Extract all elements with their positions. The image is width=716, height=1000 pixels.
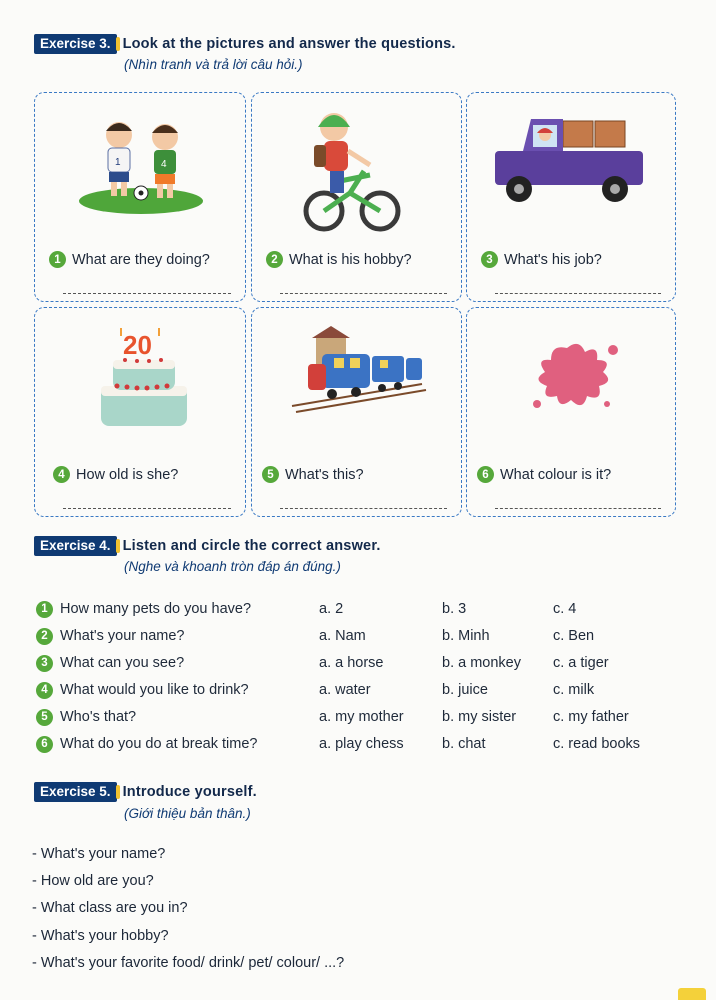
answer-line-1[interactable] [63,293,231,294]
row-number-2: 2 [36,628,53,645]
question-text-1: What are they doing? [72,251,210,268]
row-question-2: What's your name? [60,628,185,644]
exercise5-header [34,782,257,802]
option-c-3[interactable]: c. a tiger [553,655,609,671]
number-circle-2: 2 [266,251,283,268]
option-a-1[interactable]: a. 2 [319,601,344,617]
question-1 [49,251,210,268]
intro-prompt-4: - What's your hobby? [32,928,169,944]
exercise3-badge: Exercise 3. [34,34,117,54]
intro-prompt-3: - What class are you in? [32,900,188,916]
option-a-2[interactable]: a. Nam [319,628,366,644]
svg-text:1: 1 [115,157,121,168]
picture-card-5 [251,307,462,517]
row-number-1: 1 [36,601,53,618]
row-number-4: 4 [36,682,53,699]
number-circle-6: 6 [477,466,494,483]
exercise5-badge: Exercise 5. [34,782,117,802]
option-a-3[interactable]: a. a horse [319,655,384,671]
option-b-5[interactable]: b. my sister [442,709,517,725]
answer-line-2[interactable] [280,293,447,294]
question-text-3: What's his job? [504,251,602,268]
option-c-4[interactable]: c. milk [553,682,595,698]
exercise4-title: Listen and circle the correct answer. [122,538,381,554]
picture-card-2 [251,92,462,302]
boys-playing-football-picture [35,93,247,243]
row-question-3: What can you see? [60,655,185,671]
picture-card-4 [34,307,246,517]
question-4 [53,466,178,483]
pink-splash-picture [467,308,677,458]
option-b-2[interactable]: b. Minh [442,628,490,644]
picture-card-6 [466,307,676,517]
question-text-2: What is his hobby? [289,251,412,268]
option-b-1[interactable]: b. 3 [442,601,467,617]
exercise4-badge: Exercise 4. [34,536,117,556]
exercise4-subtitle: (Nghe và khoanh tròn đáp án đúng.) [124,559,341,574]
svg-text:4: 4 [161,159,167,170]
question-text-5: What's this? [285,466,364,483]
row-number-5: 5 [36,709,53,726]
row-question-1: How many pets do you have? [60,601,252,617]
page-corner-decoration [678,988,706,1000]
option-b-4[interactable]: b. juice [442,682,488,698]
row-question-6: What do you do at break time? [60,736,258,752]
question-5 [262,466,364,483]
option-a-5[interactable]: a. my mother [319,709,404,725]
answer-line-5[interactable] [280,508,447,509]
number-circle-3: 3 [481,251,498,268]
answer-line-4[interactable] [63,508,231,509]
option-c-1[interactable]: c. 4 [553,601,577,617]
row-question-4: What would you like to drink? [60,682,249,698]
question-text-4: How old is she? [76,466,179,483]
picture-card-3 [466,92,676,302]
answer-line-3[interactable] [495,293,661,294]
question-3 [481,251,602,268]
exercise5-title: Introduce yourself. [122,784,257,800]
intro-prompt-5: - What's your favorite food/ drink/ pet/ colour/ ...? [32,955,345,971]
option-b-6[interactable]: b. chat [442,736,486,752]
option-b-3[interactable]: b. a monkey [442,655,521,671]
exercise3-subtitle: (Nhìn tranh và trả lời câu hỏi.) [124,57,303,72]
question-2 [266,251,412,268]
option-a-6[interactable]: a. play chess [319,736,404,752]
picture-card-1 [34,92,246,302]
exercise4-header [34,536,381,556]
answer-line-6[interactable] [495,508,661,509]
man-driving-truck-picture [467,93,677,243]
row-question-5: Who's that? [60,709,137,725]
option-c-6[interactable]: c. read books [553,736,641,752]
intro-prompt-2: - How old are you? [32,873,154,889]
exercise5-subtitle: (Giới thiệu bản thân.) [124,806,251,821]
boy-riding-bike-picture [252,93,463,243]
number-circle-1: 1 [49,251,66,268]
train-picture [252,308,463,458]
cake-number-20: 20 [123,330,152,360]
option-a-4[interactable]: a. water [319,682,371,698]
question-6 [477,466,611,483]
number-circle-5: 5 [262,466,279,483]
row-number-3: 3 [36,655,53,672]
exercise3-title: Look at the pictures and answer the questions. [122,36,456,52]
row-number-6: 6 [36,736,53,753]
option-c-5[interactable]: c. my father [553,709,629,725]
question-text-6: What colour is it? [500,466,612,483]
exercise3-header [34,34,456,54]
option-c-2[interactable]: c. Ben [553,628,595,644]
number-circle-4: 4 [53,466,70,483]
intro-prompt-1: - What's your name? [32,846,166,862]
